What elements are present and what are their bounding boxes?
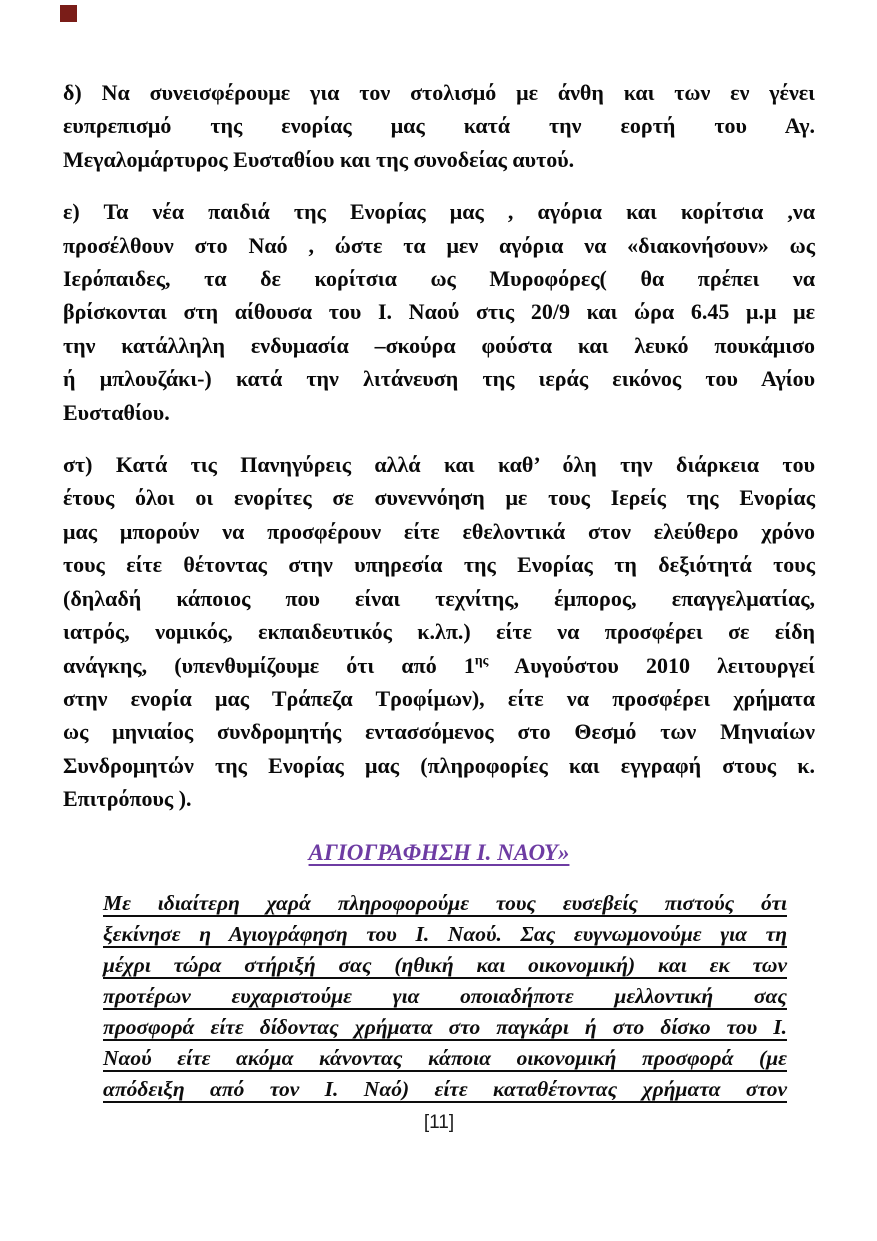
quote-line: Ναού είτε ακόμα κάνοντας κάποια οικονομική προσφορά (με [103, 1045, 787, 1070]
quote-line: μέχρι τώρα στήριξή σας (ηθική και οικονομική) και εκ των [103, 952, 787, 977]
page-footer [63, 1112, 815, 1134]
text-line: Μεγαλομάρτυρος Ευσταθίου και της συνοδείας αυτού. [63, 146, 575, 172]
text-line: Ιερόπαιδες, τα δε κορίτσια ως Μυροφόρες( θα πρέπει να [63, 266, 815, 292]
quote-line: ξεκίνησε η Αγιογράφηση του Ι. Ναού. Σας ευγνωμονούμε για τη [103, 921, 787, 946]
text-line: μας μπορούν να προσφέρουν είτε εθελοντικά στον ελεύθερο χρόνο [63, 518, 815, 544]
text-line: στην ενορία μας Τράπεζα Τροφίμων), είτε να προσφέρει χρήματα [63, 685, 815, 711]
text-line: ως μηνιαίος συνδρομητής εντασσόμενος στο Θεσμό των Μηνιαίων [63, 719, 815, 745]
red-square-marker [60, 5, 77, 22]
text-line: Ευσταθίου. [63, 399, 170, 425]
quote-line: Με ιδιαίτερη χαρά πληροφορούμε τους ευσεβείς πιστούς ότι [103, 890, 787, 915]
section-heading-text: ΑΓΙΟΓΡΑΦΗΣΗ Ι. ΝΑΟΥ» [308, 839, 570, 865]
quote-paragraph [103, 888, 787, 1105]
text-line: ή μπλουζάκι-) κατά την λιτάνευση της ιεράς εικόνος του Αγίου [63, 366, 815, 392]
text-line: Συνδρομητών της Ενορίας μας (πληροφορίες και εγγραφή στους κ. [63, 752, 815, 778]
body-paragraphs [63, 76, 815, 816]
body-paragraph [63, 448, 815, 815]
text-line: ανάγκης, (υπενθυμίζουμε ότι από $1^{\eta\varsigma}$ Αυγούστου 2010 λειτουργεί [63, 652, 815, 678]
quote-line: απόδειξη από τον Ι. Ναό) είτε καταθέτοντας χρήματα στον [103, 1076, 787, 1101]
quote-line: προσφορά είτε δίδοντας χρήματα στο παγκάρι ή στο δίσκο του Ι. [103, 1014, 787, 1039]
text-line: (δηλαδή κάποιος που είναι τεχνίτης, έμπορος, επαγγελματίας, [63, 585, 815, 611]
text-line: προσέλθουν στο Ναό , ώστε τα μεν αγόρια να «διακονήσουν» ως [63, 232, 815, 258]
page-number: [11] [423, 1111, 455, 1133]
text-line: στ) Κατά τις Πανηγύρεις αλλά και καθ’ όλη την διάρκεια του [63, 452, 815, 478]
text-line: ιατρός, νομικός, εκπαιδευτικός κ.λπ.) είτε να προσφέρει σε είδη [63, 619, 815, 645]
text-line: ε) Τα νέα παιδιά της Ενορίας μας , αγόρια και κορίτσια ,να [63, 199, 815, 225]
text-line: τους είτε θέτοντας στην υπηρεσία της Ενορίας τη δεξιότητά τους [63, 552, 815, 578]
text-line: ευπρεπισμό της ενορίας μας κατά την εορτή του Αγ. [63, 113, 815, 139]
text-line: Επιτρόπους ). [63, 786, 192, 812]
body-paragraph [63, 195, 815, 429]
superscript-text: ης [474, 652, 489, 668]
text-line: βρίσκονται στη αίθουσα του Ι. Ναού στις 20/9 και ώρα 6.45 μ.μ με [63, 299, 815, 325]
section-heading [63, 840, 815, 866]
text-line: δ) Να συνεισφέρουμε για τον στολισμό με άνθη και των εν γένει [63, 80, 815, 105]
text-line: έτους όλοι οι ενορίτες σε συνεννόηση με τους Ιερείς της Ενορίας [63, 485, 815, 511]
quote-line: προτέρων ευχαριστούμε για οποιαδήποτε μελλοντική σας [103, 983, 787, 1008]
body-paragraph [63, 76, 815, 176]
text-line: την κατάλληλη ενδυμασία –σκούρα φούστα και λευκό πουκάμισο [63, 332, 815, 358]
